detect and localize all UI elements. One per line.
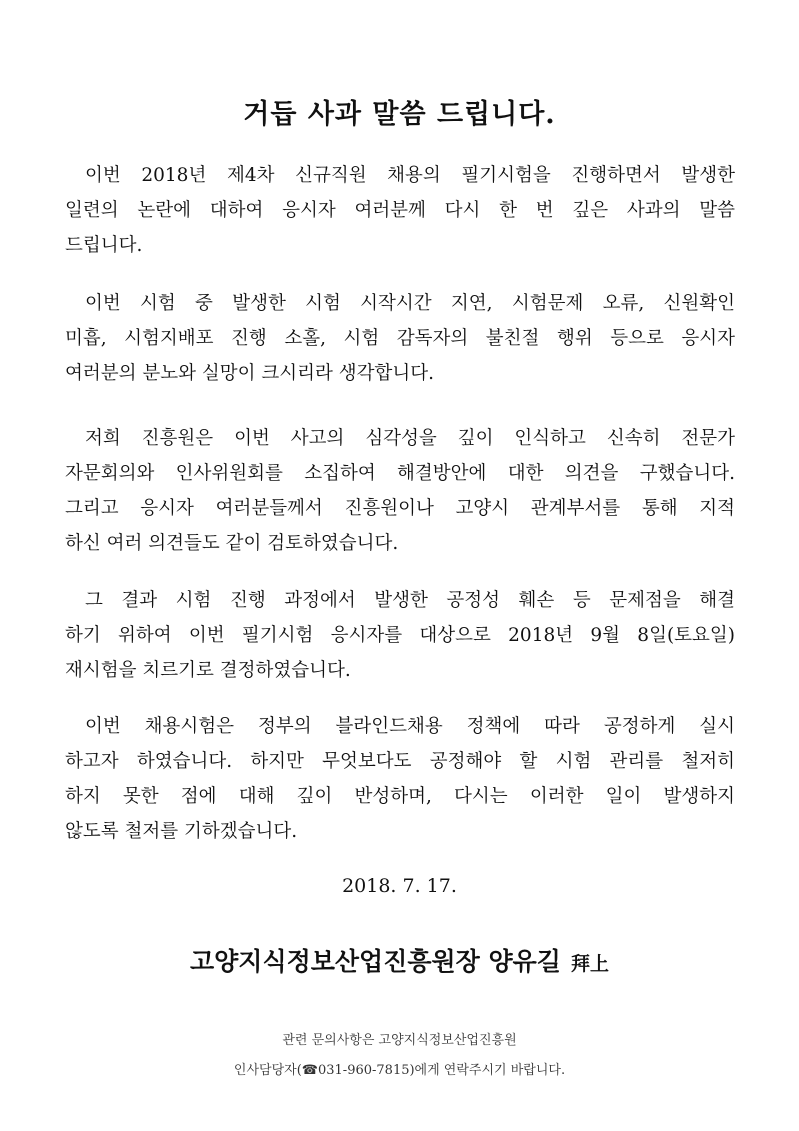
paragraph-line: 하기 위하여 이번 필기시험 응시자를 대상으로 2018년 9월 8일(토요일) <box>65 625 735 646</box>
paragraph-line: 그리고 응시자 여러분들께서 진흥원이나 고양시 관계부서를 통해 지적 <box>65 498 735 519</box>
paragraph-2 <box>65 286 735 391</box>
paragraph-line: 미흡, 시험지배포 진행 소홀, 시험 감독자의 불친절 행위 등으로 응시자 <box>65 328 735 349</box>
paragraph-line: 않도록 철저를 기하겠습니다. <box>65 821 298 842</box>
paragraph-line: 하지 못한 점에 대해 깊이 반성하며, 다시는 이러한 일이 발생하지 <box>65 786 735 807</box>
paragraph-line: 하신 여러 의견들도 같이 검토하였습니다. <box>65 533 399 554</box>
paragraph-line: 저희 진흥원은 이번 사고의 심각성을 깊이 인식하고 신속히 전문가 <box>85 428 735 449</box>
paragraph-line: 하고자 하였습니다. 하지만 무엇보다도 공정해야 할 시험 관리를 철저히 <box>65 751 735 772</box>
paragraph-3 <box>65 421 735 561</box>
footer-line-2-prefix: 인사담당자( <box>233 1063 302 1078</box>
paragraph-line: 그 결과 시험 진행 과정에서 발생한 공정성 훼손 등 문제점을 해결 <box>85 590 735 611</box>
signature-block <box>0 942 799 978</box>
letter-title: 거듭 사과 말씀 드립니다. <box>243 99 556 130</box>
paragraph-line: 여러분의 분노와 실망이 크시리라 생각합니다. <box>65 363 434 384</box>
letter-date: 2018. 7. 17. <box>342 875 457 897</box>
phone-number: 031-960-7815 <box>317 1063 410 1078</box>
paragraph-5 <box>65 709 735 849</box>
paragraph-line: 자문회의와 인사위원회를 소집하여 해결방안에 대한 의견을 구했습니다. <box>65 463 735 484</box>
footer-line-2 <box>0 1056 799 1086</box>
contact-footer <box>0 1026 799 1086</box>
paragraph-line: 이번 채용시험은 정부의 블라인드채용 정책에 따라 공정하게 실시 <box>85 716 735 737</box>
paragraph-4 <box>65 583 735 688</box>
signature-name: 고양지식정보산업진흥원장 양유길 <box>190 947 561 976</box>
phone-icon: ☎ <box>301 1063 318 1078</box>
paragraph-line: 재시험을 치르기로 결정하였습니다. <box>65 660 351 681</box>
signature-bow: 拜上 <box>570 953 609 975</box>
paragraph-line: 이번 시험 중 발생한 시험 시작시간 지연, 시험문제 오류, 신원확인 <box>85 293 735 314</box>
footer-line-1: 관련 문의사항은 고양지식정보산업진흥원 <box>282 1033 517 1048</box>
paragraph-line: 드립니다. <box>65 235 143 256</box>
paragraph-line: 이번 2018년 제4차 신규직원 채용의 필기시험을 진행하면서 발생한 <box>85 165 735 186</box>
footer-line-2-suffix: )에게 연락주시기 바랍니다. <box>409 1063 566 1078</box>
paragraph-line: 일련의 논란에 대하여 응시자 여러분께 다시 한 번 깊은 사과의 말씀 <box>65 200 735 221</box>
paragraph-1 <box>65 158 735 263</box>
